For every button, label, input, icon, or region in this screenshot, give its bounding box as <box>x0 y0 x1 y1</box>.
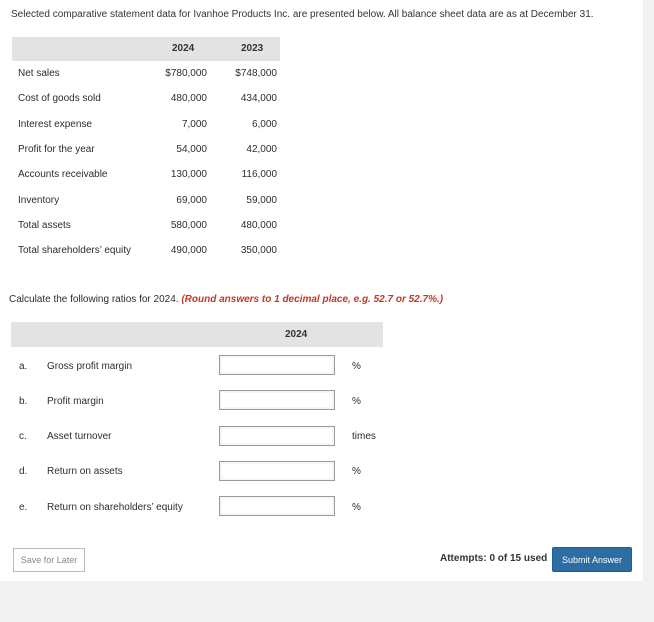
row-label: Cost of goods sold <box>18 93 101 104</box>
ratio-letter: c. <box>19 431 27 442</box>
ratio-header-2024: 2024 <box>285 329 308 340</box>
intro-text: Selected comparative statement data for Ivanhoe Products Inc. are presented below. All balance sheet data are as at December 31. <box>11 9 594 20</box>
value-2024: 490,000 <box>170 245 207 256</box>
value-2023: 116,000 <box>241 169 277 180</box>
ratio-label: Return on shareholders’ equity <box>47 502 183 513</box>
ratio-letter: e. <box>19 502 28 513</box>
data-table-header-band <box>12 37 280 61</box>
return-on-equity-input[interactable] <box>219 496 335 516</box>
value-2024: $780,000 <box>165 68 207 79</box>
value-2024: 580,000 <box>170 220 207 231</box>
instruction-text <box>9 294 443 305</box>
ratio-label: Profit margin <box>47 396 104 407</box>
value-2024: 54,000 <box>176 144 207 155</box>
ratio-letter: b. <box>19 396 28 407</box>
return-on-assets-input[interactable] <box>219 461 335 481</box>
header-2024: 2024 <box>172 43 195 54</box>
row-label: Accounts receivable <box>18 169 108 180</box>
ratio-letter: a. <box>19 361 28 372</box>
value-2023: 42,000 <box>246 144 277 155</box>
ratio-label: Return on assets <box>47 466 123 477</box>
asset-turnover-input[interactable] <box>219 426 335 446</box>
ratio-letter: d. <box>19 466 28 477</box>
submit-answer-button[interactable]: Submit Answer <box>552 547 632 572</box>
gross-profit-margin-input[interactable] <box>219 355 335 375</box>
instruction-hint: (Round answers to 1 decimal place, e.g. 52.7 or 52.7%.) <box>181 294 444 305</box>
save-for-later-button[interactable]: Save for Later <box>13 548 85 572</box>
value-2023: 59,000 <box>246 195 277 206</box>
row-label: Interest expense <box>18 119 92 130</box>
instruction-main: Calculate the following ratios for 2024. <box>9 294 179 305</box>
header-2023: 2023 <box>241 43 264 54</box>
row-label: Net sales <box>18 68 60 79</box>
ratio-unit: times <box>352 431 376 442</box>
attempts-counter: Attempts: 0 of 15 used <box>440 553 548 564</box>
value-2023: 350,000 <box>240 245 277 256</box>
ratio-unit: % <box>352 466 361 477</box>
ratio-label: Gross profit margin <box>47 361 133 372</box>
ratio-unit: % <box>352 502 361 513</box>
row-label: Total assets <box>18 220 71 231</box>
row-label: Inventory <box>18 195 60 206</box>
ratio-table-header-band <box>11 322 383 347</box>
value-2023: 434,000 <box>240 93 277 104</box>
value-2024: 7,000 <box>181 119 207 130</box>
value-2024: 69,000 <box>176 195 207 206</box>
ratio-label: Asset turnover <box>47 431 112 442</box>
value-2023: $748,000 <box>235 68 277 79</box>
ratio-unit: % <box>352 361 361 372</box>
value-2024: 480,000 <box>170 93 207 104</box>
row-label: Total shareholders’ equity <box>18 245 132 256</box>
profit-margin-input[interactable] <box>219 390 335 410</box>
ratio-unit: % <box>352 396 361 407</box>
value-2023: 480,000 <box>240 220 277 231</box>
value-2023: 6,000 <box>251 119 277 130</box>
row-label: Profit for the year <box>18 144 95 155</box>
value-2024: 130,000 <box>170 169 207 180</box>
